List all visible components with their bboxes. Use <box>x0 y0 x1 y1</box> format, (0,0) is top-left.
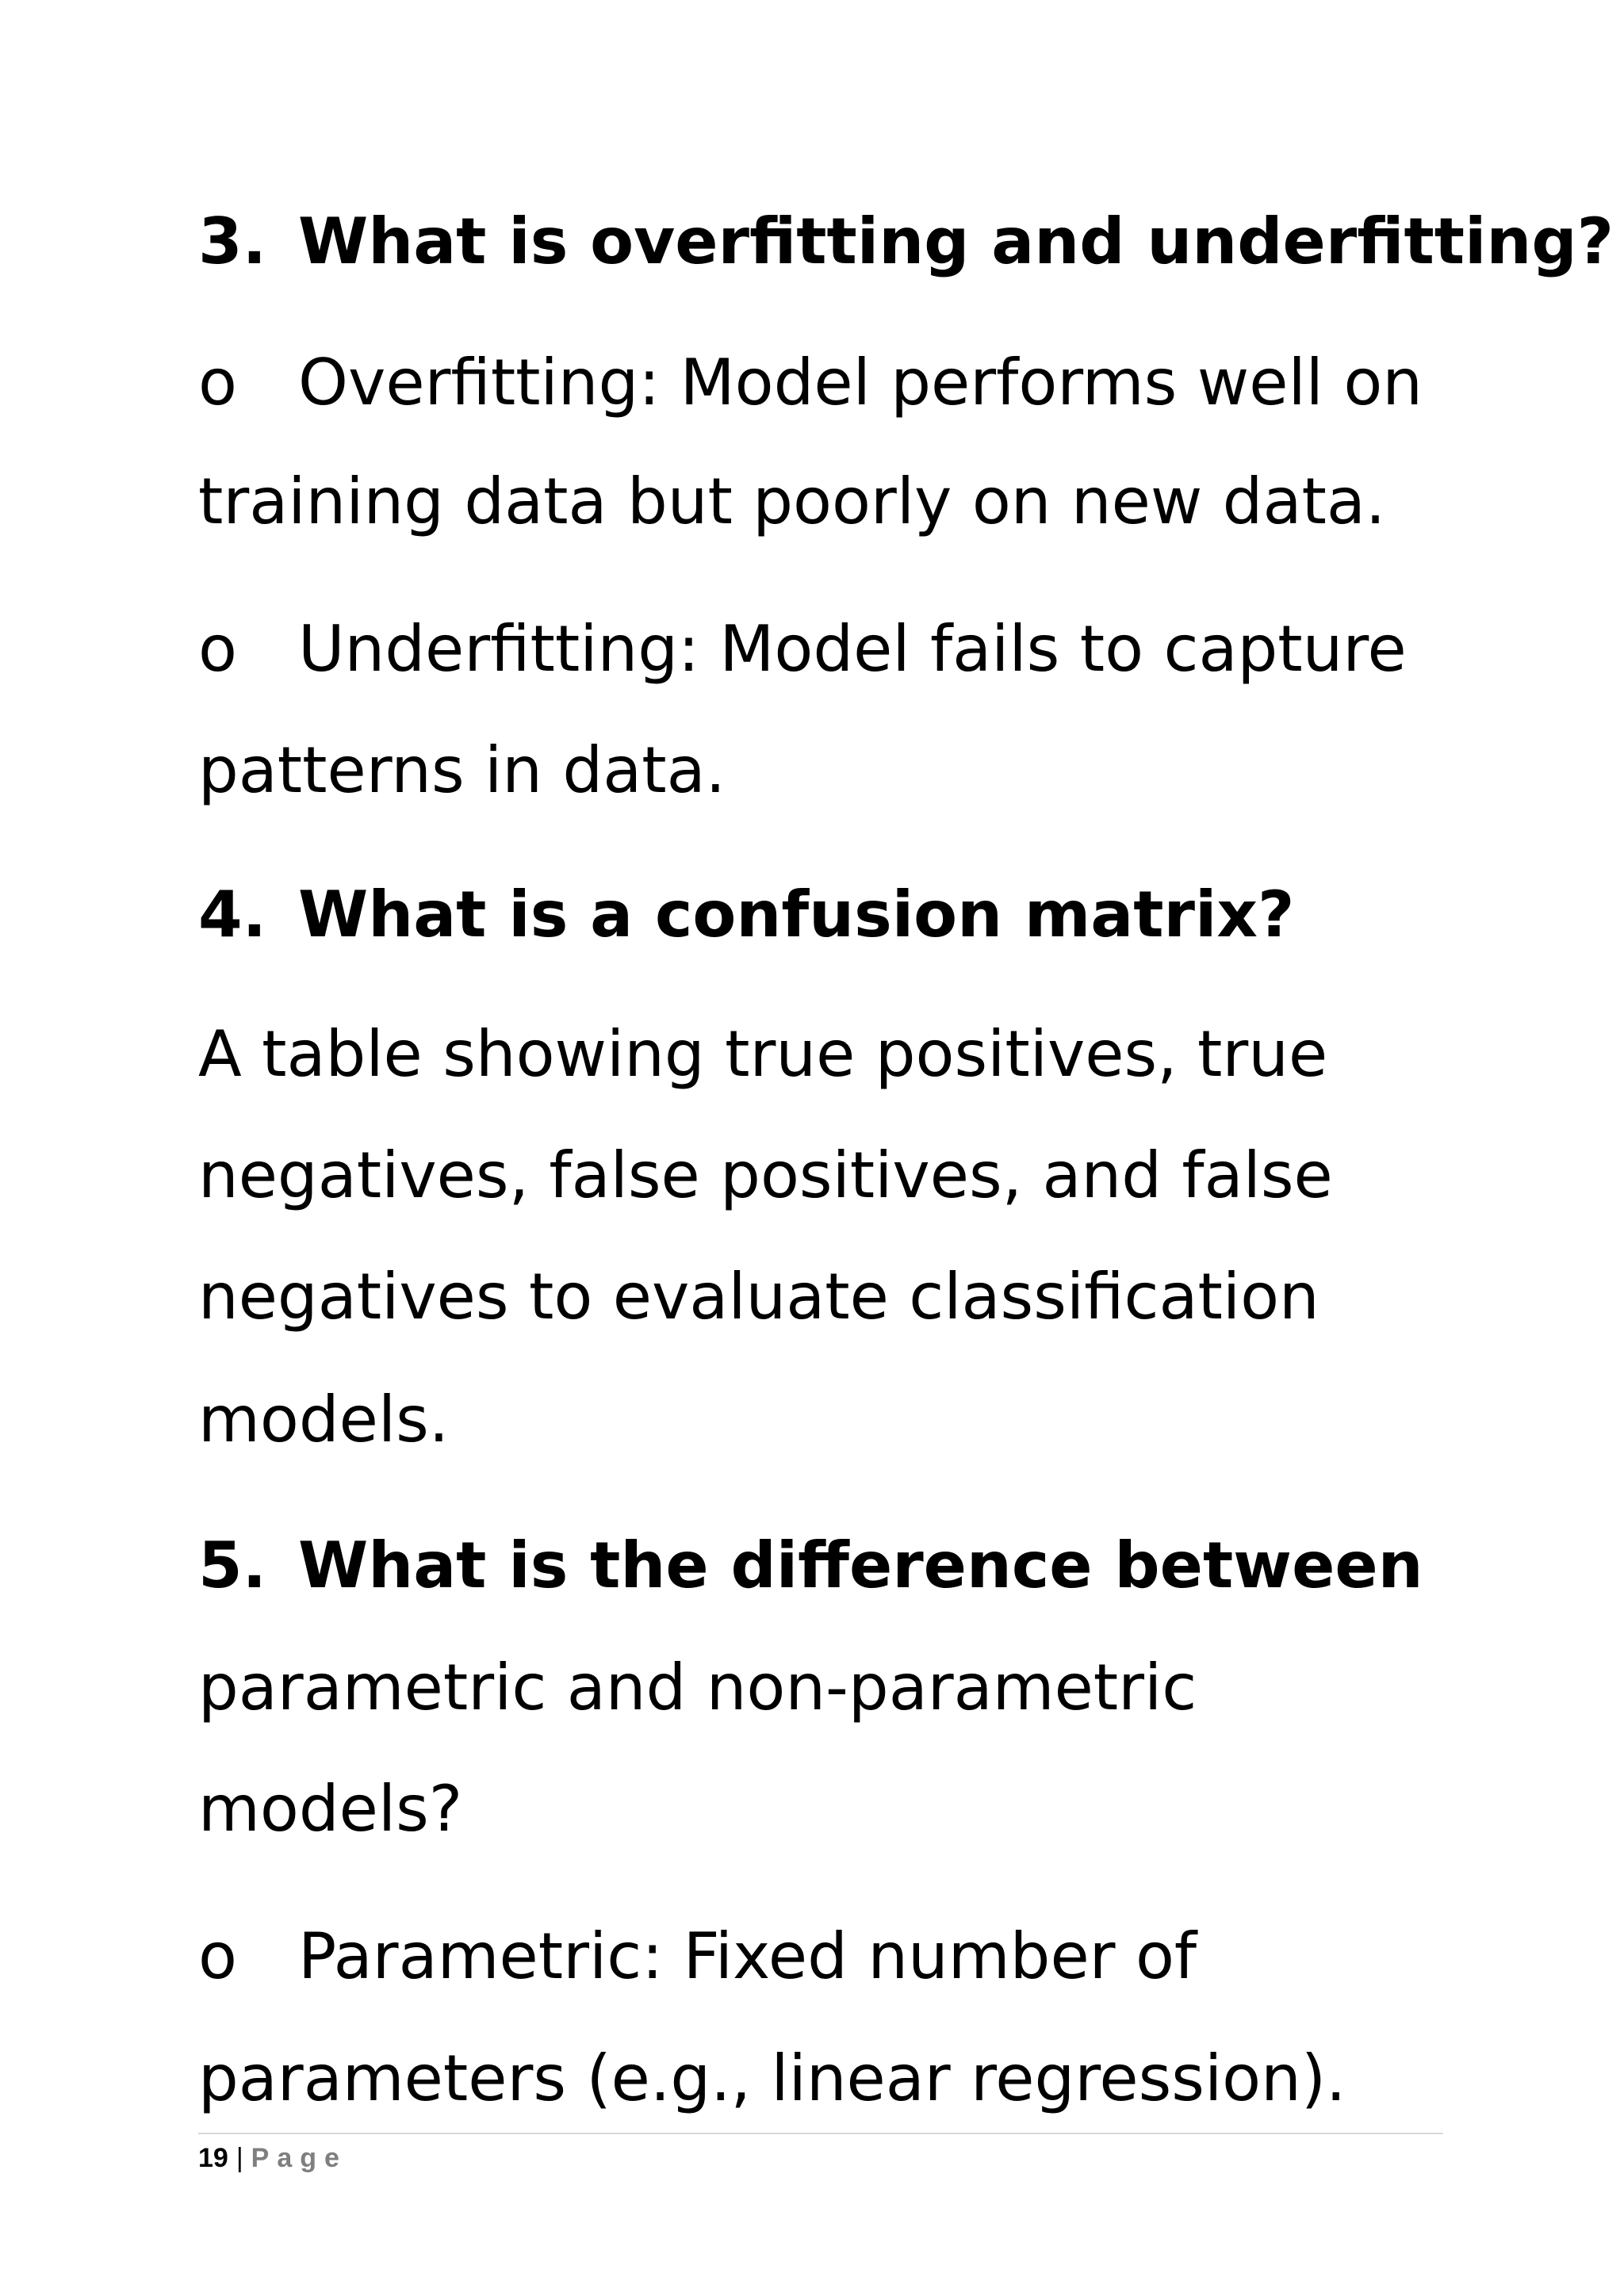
page-label: Page <box>251 2143 347 2173</box>
question-3-heading <box>198 202 1614 281</box>
bullet-marker: o <box>198 612 237 686</box>
bullet-marker: o <box>198 1919 237 1993</box>
question-4-answer-line-3: negatives to evaluate classification <box>198 1260 1320 1334</box>
question-3-bullet-2-cont: patterns in data. <box>198 733 726 807</box>
question-5-bullet-1 <box>198 1917 1197 1996</box>
question-5-heading-line-2: parametric and non-parametric <box>198 1651 1197 1724</box>
question-3-bullet-1 <box>198 343 1423 423</box>
question-4-answer-line-2: negatives, false positives, and false <box>198 1138 1333 1212</box>
question-5-heading-line-3: models? <box>198 1772 463 1846</box>
question-5-number: 5. <box>198 1529 267 1602</box>
question-3-bullet-1-cont: training data but poorly on new data. <box>198 465 1386 538</box>
page-number: 19 <box>198 2143 228 2173</box>
bullet-marker: o <box>198 346 237 419</box>
question-3-title: What is overfitting and underfitting? <box>298 205 1614 278</box>
question-3-bullet-2 <box>198 610 1407 689</box>
question-4-title: What is a confusion matrix? <box>298 878 1295 951</box>
question-4-heading <box>198 875 1294 955</box>
bullet-text: Parametric: Fixed number of <box>298 1919 1197 1993</box>
page-footer <box>198 2141 347 2175</box>
footer-divider <box>198 2133 1443 2134</box>
bullet-text: Underfitting: Model fails to capture <box>298 612 1407 686</box>
question-3-number: 3. <box>198 205 267 278</box>
question-5-heading <box>198 1526 1423 1605</box>
bullet-text: Overfitting: Model performs well on <box>298 346 1423 419</box>
question-4-answer-line-1: A table showing true positives, true <box>198 1017 1328 1091</box>
question-5-bullet-1-cont: parameters (e.g., linear regression). <box>198 2042 1346 2115</box>
footer-separator: | <box>236 2143 243 2173</box>
question-5-title: What is the difference between <box>298 1529 1423 1602</box>
question-4-answer-line-4: models. <box>198 1383 450 1456</box>
question-4-number: 4. <box>198 878 267 951</box>
